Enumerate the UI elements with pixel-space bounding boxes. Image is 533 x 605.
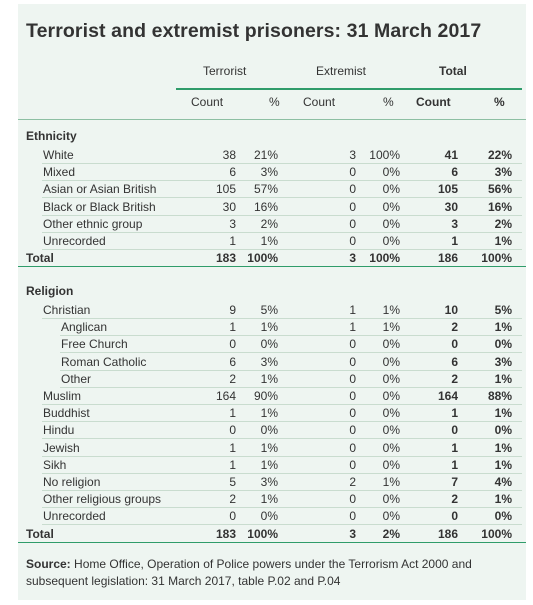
- extremist-pct-cell: 100%: [369, 148, 400, 162]
- row-label: Other ethnic group: [43, 216, 143, 231]
- row-label: Other religious groups: [43, 492, 162, 507]
- table-row: [26, 440, 516, 457]
- extremist-pct-cell: 0%: [382, 216, 400, 231]
- row-label: Anglican: [61, 320, 108, 335]
- terrorist-count-cell: 105: [215, 182, 236, 197]
- extremist-pct-cell: 1%: [382, 475, 400, 489]
- terrorist-pct-cell: 1%: [260, 440, 278, 455]
- terrorist-count-cell: 1: [229, 440, 236, 455]
- total-pct-cell: 100%: [481, 251, 512, 266]
- table-row: [26, 491, 516, 508]
- terrorist-pct-cell: 0%: [260, 337, 278, 352]
- extremist-count-cell: 3: [349, 148, 356, 162]
- table-row: [26, 371, 516, 388]
- extremist-pct-cell: 1%: [382, 303, 400, 317]
- total-header-rule: [396, 88, 522, 90]
- terrorist-count-cell: 6: [229, 165, 236, 180]
- total-count-cell: 30: [444, 199, 458, 214]
- extremist-count-cell: 0: [349, 457, 356, 472]
- terrorist-count-cell: 5: [229, 475, 236, 489]
- terrorist-count-cell: 1: [229, 320, 236, 335]
- row-label: Roman Catholic: [61, 354, 147, 369]
- total-count-cell: 6: [451, 165, 458, 180]
- source-text: Home Office, Operation of Police powers under the Terrorism Act 2000 and subsequent legislation: 31 March 2017, table P.02 and P.04: [26, 557, 472, 588]
- total-pct-cell: 5%: [494, 303, 512, 317]
- row-label: Other: [61, 371, 92, 386]
- extremist-count-cell: 0: [349, 337, 356, 352]
- total-pct-cell: 0%: [494, 423, 512, 438]
- total-count-cell: 1: [451, 440, 458, 455]
- table-row: [26, 405, 516, 422]
- total-count-cell: 2: [451, 320, 458, 335]
- extremist-pct-cell: 0%: [382, 371, 400, 386]
- total-pct-cell: 1%: [494, 492, 512, 507]
- terrorist-pct-cell: 90%: [253, 389, 278, 403]
- ethnicity-section-label: Ethnicity: [26, 129, 77, 143]
- extremist-pct-cell: 2%: [382, 526, 400, 541]
- extremist-pct-cell: 0%: [382, 389, 400, 403]
- total-pct-cell: 1%: [494, 234, 512, 248]
- extremist-count-cell: 0: [349, 371, 356, 386]
- total-count-header: Count: [416, 95, 451, 109]
- row-divider: [18, 542, 526, 543]
- terrorist-count-header: Count: [191, 95, 224, 109]
- total-count-cell: 3: [451, 216, 458, 231]
- row-label: Free Church: [61, 337, 128, 352]
- source-note: [26, 556, 496, 590]
- table-row: [26, 457, 516, 474]
- table-row: [26, 336, 516, 353]
- terrorist-pct-cell: 3%: [260, 354, 278, 369]
- terrorist-count-cell: 2: [229, 492, 236, 507]
- row-label: Mixed: [43, 165, 76, 180]
- table-row: [26, 164, 516, 181]
- table-row: [26, 319, 516, 336]
- ethnicity-total-row: [26, 250, 516, 267]
- page-title: Terrorist and extremist prisoners: 31 March 2017: [26, 20, 482, 42]
- terrorist-pct-cell: 16%: [253, 199, 278, 214]
- extremist-count-cell: 0: [349, 509, 356, 524]
- terrorist-pct-cell: 1%: [260, 457, 278, 472]
- header-bottom-rule: [18, 119, 526, 120]
- extremist-count-cell: 0: [349, 182, 356, 197]
- total-count-cell: 0: [451, 337, 458, 352]
- total-pct-cell: 1%: [494, 371, 512, 386]
- table-row: [26, 354, 516, 371]
- total-pct-cell: 4%: [494, 475, 512, 489]
- terrorist-count-cell: 164: [215, 389, 236, 403]
- total-pct-cell: 88%: [487, 389, 512, 403]
- extremist-pct-cell: 0%: [382, 457, 400, 472]
- extremist-pct-cell: 0%: [382, 234, 400, 248]
- extremist-count-cell: 0: [349, 492, 356, 507]
- terrorist-pct-cell: 100%: [247, 526, 278, 541]
- total-pct-cell: 56%: [487, 182, 512, 197]
- extremist-count-cell: 0: [349, 199, 356, 214]
- row-label: Jewish: [43, 440, 80, 455]
- terrorist-count-cell: 6: [229, 354, 236, 369]
- total-pct-cell: 0%: [494, 509, 512, 524]
- terrorist-count-cell: 1: [229, 406, 236, 421]
- terrorist-count-cell: 0: [229, 423, 236, 438]
- extremist-pct-cell: 0%: [382, 492, 400, 507]
- terrorist-pct-cell: 57%: [253, 182, 278, 197]
- total-pct-header: %: [494, 95, 505, 109]
- extremist-pct-cell: 0%: [382, 440, 400, 455]
- extremist-pct-cell: 0%: [382, 354, 400, 369]
- religion-section-label: Religion: [26, 284, 74, 298]
- extremist-count-header: Count: [303, 95, 336, 109]
- terrorist-header-rule: [176, 88, 286, 90]
- terrorist-pct-cell: 5%: [260, 303, 278, 317]
- extremist-pct-cell: 0%: [382, 165, 400, 180]
- table-row: [26, 233, 516, 250]
- extremist-count-cell: 1: [349, 320, 356, 335]
- terrorist-pct-cell: 1%: [260, 406, 278, 421]
- religion-total-row: [26, 526, 516, 543]
- table-row: [26, 147, 516, 164]
- total-pct-cell: 2%: [494, 216, 512, 231]
- total-count-cell: 105: [437, 182, 458, 197]
- row-label: Sikh: [43, 457, 67, 472]
- terrorist-count-cell: 0: [229, 509, 236, 524]
- total-group-header: Total: [439, 64, 467, 78]
- row-label: Hindu: [43, 423, 75, 438]
- total-count-cell: 186: [437, 526, 458, 541]
- terrorist-pct-cell: 0%: [260, 509, 278, 524]
- total-count-cell: 164: [437, 389, 458, 403]
- table-row: [26, 216, 516, 233]
- terrorist-count-cell: 38: [222, 148, 236, 162]
- extremist-pct-cell: 100%: [369, 251, 400, 266]
- extremist-count-cell: 0: [349, 440, 356, 455]
- terrorist-pct-cell: 0%: [260, 423, 278, 438]
- extremist-count-cell: 0: [349, 165, 356, 180]
- extremist-pct-cell: 0%: [382, 337, 400, 352]
- terrorist-group-header: Terrorist: [203, 64, 247, 78]
- source-label: Source:: [26, 557, 71, 571]
- total-count-cell: 41: [444, 148, 458, 162]
- row-label: Unrecorded: [43, 234, 106, 248]
- terrorist-count-cell: 1: [229, 457, 236, 472]
- extremist-count-cell: 1: [349, 303, 356, 317]
- row-label: Muslim: [43, 389, 81, 403]
- terrorist-pct-header: %: [269, 95, 280, 109]
- total-pct-cell: 1%: [494, 440, 512, 455]
- extremist-pct-cell: 0%: [382, 199, 400, 214]
- total-count-cell: 1: [451, 457, 458, 472]
- extremist-pct-header: %: [383, 95, 394, 109]
- row-label: No religion: [43, 475, 101, 489]
- terrorist-count-cell: 9: [229, 303, 236, 317]
- row-label: Christian: [43, 303, 91, 317]
- terrorist-count-cell: 30: [222, 199, 236, 214]
- terrorist-pct-cell: 3%: [260, 165, 278, 180]
- extremist-group-header: Extremist: [316, 64, 367, 78]
- terrorist-pct-cell: 1%: [260, 492, 278, 507]
- extremist-count-cell: 0: [349, 389, 356, 403]
- extremist-count-cell: 0: [349, 354, 356, 369]
- total-pct-cell: 16%: [487, 199, 512, 214]
- extremist-count-cell: 3: [349, 251, 356, 266]
- row-label: White: [43, 148, 74, 162]
- table-row: [26, 199, 516, 216]
- row-label: Total: [26, 251, 54, 266]
- extremist-count-cell: 0: [349, 216, 356, 231]
- table-row: [26, 388, 516, 405]
- row-label: Buddhist: [43, 406, 90, 421]
- row-divider: [18, 266, 526, 267]
- row-label: Total: [26, 526, 54, 541]
- total-pct-cell: 100%: [481, 526, 512, 541]
- terrorist-pct-cell: 1%: [260, 371, 278, 386]
- table-row: [26, 422, 516, 439]
- extremist-count-cell: 0: [349, 423, 356, 438]
- terrorist-count-cell: 183: [215, 526, 236, 541]
- terrorist-pct-cell: 2%: [260, 216, 278, 231]
- table-row: [26, 474, 516, 491]
- total-count-cell: 186: [437, 251, 458, 266]
- total-count-cell: 10: [444, 303, 458, 317]
- extremist-pct-cell: 0%: [382, 406, 400, 421]
- extremist-count-cell: 0: [349, 234, 356, 248]
- total-count-cell: 0: [451, 423, 458, 438]
- extremist-header-rule: [286, 88, 396, 90]
- table-row: [26, 508, 516, 525]
- total-pct-cell: 1%: [494, 457, 512, 472]
- terrorist-count-cell: 183: [215, 251, 236, 266]
- row-label: Asian or Asian British: [43, 182, 157, 197]
- terrorist-count-cell: 0: [229, 337, 236, 352]
- extremist-pct-cell: 0%: [382, 509, 400, 524]
- terrorist-count-cell: 1: [229, 234, 236, 248]
- total-count-cell: 0: [451, 509, 458, 524]
- total-count-cell: 7: [451, 475, 458, 489]
- row-label: Black or Black British: [43, 199, 156, 214]
- total-pct-cell: 3%: [494, 354, 512, 369]
- terrorist-count-cell: 3: [229, 216, 236, 231]
- terrorist-pct-cell: 1%: [260, 320, 278, 335]
- terrorist-count-cell: 2: [229, 371, 236, 386]
- total-count-cell: 2: [451, 371, 458, 386]
- extremist-pct-cell: 1%: [382, 320, 400, 335]
- total-pct-cell: 1%: [494, 320, 512, 335]
- table-row: [26, 302, 516, 319]
- total-pct-cell: 3%: [494, 165, 512, 180]
- extremist-count-cell: 0: [349, 406, 356, 421]
- terrorist-pct-cell: 1%: [260, 234, 278, 248]
- table-row: [26, 181, 516, 198]
- total-count-cell: 2: [451, 492, 458, 507]
- terrorist-pct-cell: 100%: [247, 251, 278, 266]
- terrorist-pct-cell: 21%: [253, 148, 278, 162]
- table-panel: [18, 4, 526, 600]
- extremist-count-cell: 3: [349, 526, 356, 541]
- total-pct-cell: 1%: [494, 406, 512, 421]
- terrorist-pct-cell: 3%: [260, 475, 278, 489]
- extremist-count-cell: 2: [349, 475, 356, 489]
- extremist-pct-cell: 0%: [382, 423, 400, 438]
- extremist-pct-cell: 0%: [382, 182, 400, 197]
- total-pct-cell: 22%: [487, 148, 512, 162]
- total-count-cell: 1: [451, 406, 458, 421]
- total-count-cell: 6: [451, 354, 458, 369]
- total-count-cell: 1: [451, 234, 458, 248]
- row-label: Unrecorded: [43, 509, 106, 524]
- total-pct-cell: 0%: [494, 337, 512, 352]
